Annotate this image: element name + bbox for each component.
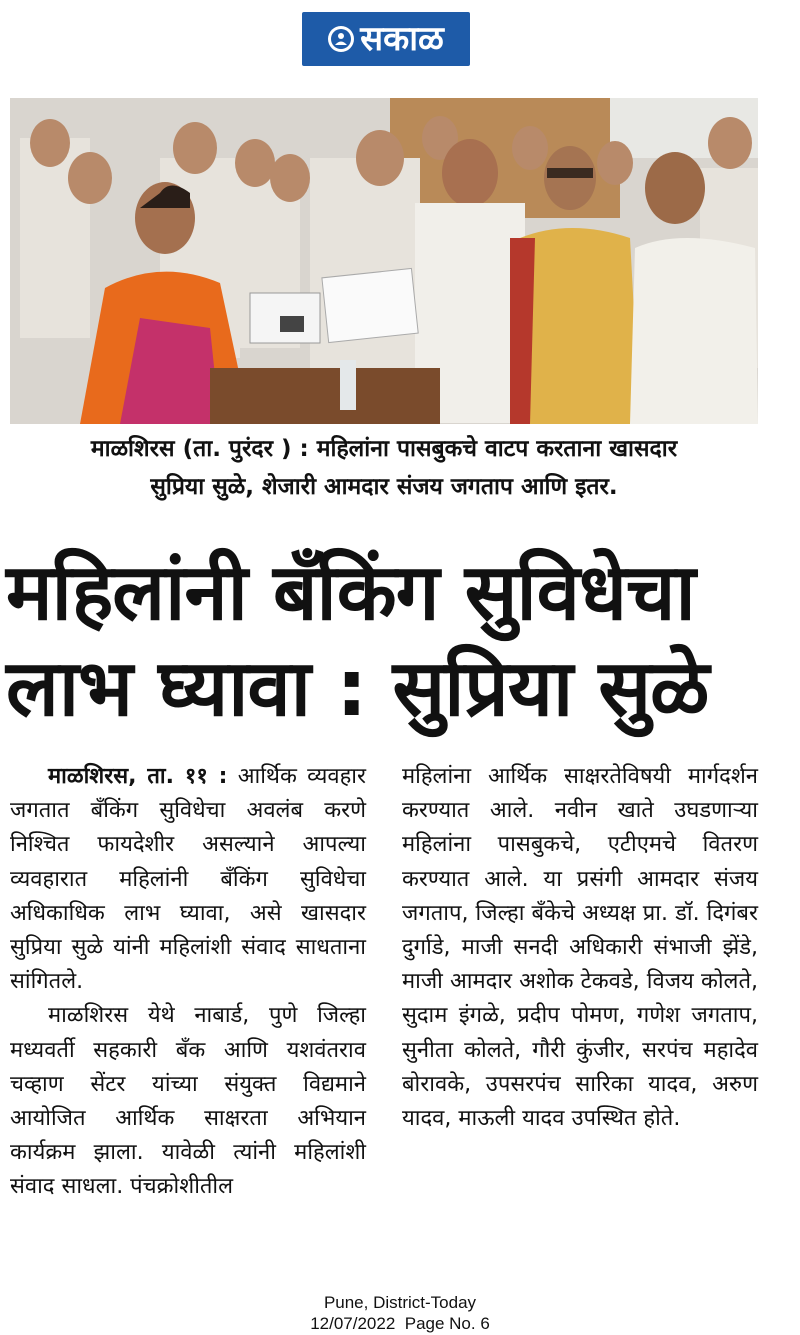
edition-footer [200, 1292, 600, 1334]
headline [6, 545, 766, 737]
article-column-right [402, 760, 758, 1136]
headline-line: लाभ घ्यावा : सुप्रिया सुळे [6, 644, 709, 734]
article-paragraph [10, 760, 366, 999]
article-paragraph: महिलांना आर्थिक साक्षरतेविषयी मार्गदर्शन करण्यात आले. नवीन खाते उघडणाऱ्या महिलांना पासबुकचे, एटीएमचे वितरण करण्यात आले. या प्रसंगी आमदार संजय जगताप, जिल्हा बँकेचे अध्यक्ष प्रा. डॉ. दिगंबर दुर्गाडे, माजी सनदी अधिकारी संभाजी झेंडे, माजी आमदार अशोक टेकवडे, विजय कोलते, सुदाम इंगळे, प्रदीप पोमण, गणेश जगताप, सुनीता कोलते, गौरी कुंजीर, सरपंच महादेव बोरावके, उपसरपंच सारिका यादव, अरुण यादव, माऊली यादव उपस्थित होते. [402, 764, 758, 1132]
masthead-name: सकाळ [360, 19, 444, 59]
article-column-left [10, 760, 366, 1205]
edition-name: Pune, District-Today [323, 1293, 477, 1312]
photo-caption [10, 430, 758, 506]
news-photo [10, 98, 758, 424]
dateline: माळशिरस, ता. ११ : [48, 764, 228, 789]
headline-line: महिलांनी बँकिंग सुविधेचा [6, 548, 695, 638]
article-paragraph: माळशिरस येथे नाबार्ड, पुणे जिल्हा मध्यवर्ती सहकारी बँक आणि यशवंतराव चव्हाण सेंटर यांच्या संयुक्त विद्यमाने आयोजित आर्थिक साक्षरता अभियान कार्यक्रम झाला. यावेळी त्यांनी महिलांशी संवाद साधला. पंचक्रोशीतील [10, 1003, 366, 1200]
edition-date-page: 12/07/2022 Page No. 6 [310, 1314, 490, 1333]
caption-line: माळशिरस (ता. पुरंदर ) : महिलांना पासबुकचे वाटप करताना खासदार [90, 436, 678, 462]
logo-emblem-icon [328, 26, 354, 52]
masthead-logo [302, 12, 470, 66]
paragraph-text: आर्थिक व्यवहार जगतात बँकिंग सुविधेचा अवलंब करणे निश्‍चित फायदेशीर असल्याने आपल्या व्यवहारात महिलांनी बँकिंग सुविधेचा अधिकाधिक लाभ घ्यावा, असे खासदार सुप्रिया सुळे यांनी महिलांशी संवाद साधताना सांगितले. [10, 764, 366, 995]
caption-line: सुप्रिया सुळे, शेजारी आमदार संजय जगताप आणि इतर. [150, 474, 618, 500]
